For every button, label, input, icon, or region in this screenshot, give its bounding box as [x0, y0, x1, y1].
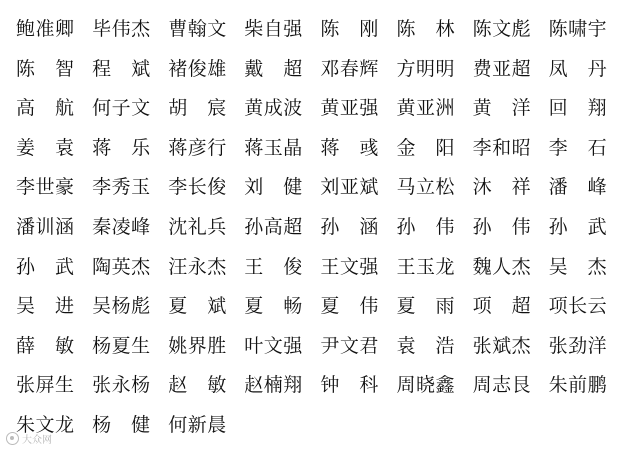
name-entry: 刘 健	[244, 176, 303, 199]
name-entry: 吴 进	[16, 295, 75, 318]
name-entry: 金 阳	[396, 136, 455, 159]
name-entry: 赵 敏	[168, 374, 227, 397]
name-entry: 尹文君	[320, 334, 379, 357]
name-entry: 程 斌	[92, 57, 151, 80]
name-entry: 何新晨	[168, 413, 227, 436]
name-entry: 孙 涵	[320, 215, 379, 238]
name-entry: 夏 雨	[396, 295, 455, 318]
name-entry: 赵楠翔	[244, 374, 303, 397]
name-entry: 袁 浩	[396, 334, 455, 357]
name-entry: 项长云	[548, 295, 608, 318]
name-entry: 薛 敏	[16, 334, 75, 357]
name-entry: 杨夏生	[92, 334, 151, 357]
name-entry: 陈啸宇	[548, 18, 608, 40]
name-entry: 夏 畅	[244, 295, 303, 318]
name-entry: 张永杨	[92, 374, 151, 397]
name-entry: 胡 宸	[168, 97, 227, 120]
name-entry: 刘亚斌	[320, 176, 379, 199]
name-entry: 张屏生	[16, 374, 75, 397]
name-entry: 孙 武	[16, 255, 75, 278]
name-entry: 周晓鑫	[396, 374, 455, 397]
name-entry: 孙 武	[548, 215, 608, 238]
name-entry: 姜 袁	[16, 136, 75, 159]
name-entry: 沈礼兵	[168, 215, 227, 238]
name-entry: 朱文龙	[16, 413, 75, 436]
name-entry: 李世豪	[16, 176, 75, 199]
logo-icon	[6, 432, 19, 445]
watermark-text: 大众网	[22, 434, 52, 446]
name-entry: 吴杨彪	[92, 295, 151, 318]
name-entry: 鲍准卿	[16, 18, 75, 40]
name-entry: 张斌杰	[472, 334, 532, 357]
name-entry: 王 俊	[244, 255, 303, 278]
name-entry: 褚俊雄	[168, 57, 227, 80]
name-entry: 周志艮	[472, 374, 532, 397]
name-entry: 何子文	[92, 97, 151, 120]
name-entry: 蒋 彧	[320, 136, 379, 159]
name-entry: 黄 洋	[472, 97, 532, 120]
name-entry: 潘 峰	[548, 176, 608, 199]
name-entry: 回 翔	[548, 97, 608, 120]
name-entry: 朱前鹏	[548, 374, 608, 397]
watermark	[6, 430, 52, 446]
name-entry: 魏人杰	[472, 255, 532, 278]
name-entry: 孙高超	[244, 215, 303, 238]
name-entry: 李长俊	[168, 176, 227, 199]
name-entry: 高 航	[16, 97, 75, 120]
name-entry: 陈 智	[16, 57, 75, 80]
name-entry: 费亚超	[472, 57, 532, 80]
name-entry: 李和昭	[472, 136, 532, 159]
name-entry: 柴自强	[244, 18, 303, 40]
name-entry: 蒋 乐	[92, 136, 151, 159]
name-grid	[16, 10, 626, 446]
name-entry: 秦凌峰	[92, 215, 151, 238]
name-entry: 李 石	[548, 136, 608, 159]
name-entry: 陈 林	[396, 18, 455, 40]
name-entry: 张劲洋	[548, 334, 608, 357]
name-entry: 姚界胜	[168, 334, 227, 357]
name-entry: 吴 杰	[548, 255, 608, 278]
name-entry: 王玉龙	[396, 255, 455, 278]
name-entry: 孙 伟	[396, 215, 455, 238]
name-entry: 杨 健	[92, 413, 151, 436]
name-entry: 马立松	[396, 176, 455, 199]
name-entry: 李秀玉	[92, 176, 151, 199]
name-entry: 黄亚洲	[396, 97, 455, 120]
name-entry: 戴 超	[244, 57, 303, 80]
name-entry: 方明明	[396, 57, 455, 80]
name-entry: 曹翰文	[168, 18, 227, 40]
name-entry: 凤 丹	[548, 57, 608, 80]
name-entry: 沐 祥	[472, 176, 532, 199]
name-entry: 叶文强	[244, 334, 303, 357]
name-entry: 邓春辉	[320, 57, 379, 80]
name-entry: 陶英杰	[92, 255, 151, 278]
name-entry: 黄亚强	[320, 97, 379, 120]
name-entry: 黄成波	[244, 97, 303, 120]
name-entry: 汪永杰	[168, 255, 227, 278]
name-entry: 夏 伟	[320, 295, 379, 318]
name-entry: 王文强	[320, 255, 379, 278]
name-entry: 孙 伟	[472, 215, 532, 238]
name-entry: 蒋玉晶	[244, 136, 303, 159]
name-entry: 潘训涵	[16, 215, 75, 238]
name-entry: 蒋彦行	[168, 136, 227, 159]
name-entry: 夏 斌	[168, 295, 227, 318]
name-entry: 项 超	[472, 295, 532, 318]
name-entry: 毕伟杰	[92, 18, 151, 40]
name-entry: 陈文彪	[472, 18, 532, 40]
name-entry: 陈 刚	[320, 18, 379, 40]
name-entry: 钟 科	[320, 374, 379, 397]
